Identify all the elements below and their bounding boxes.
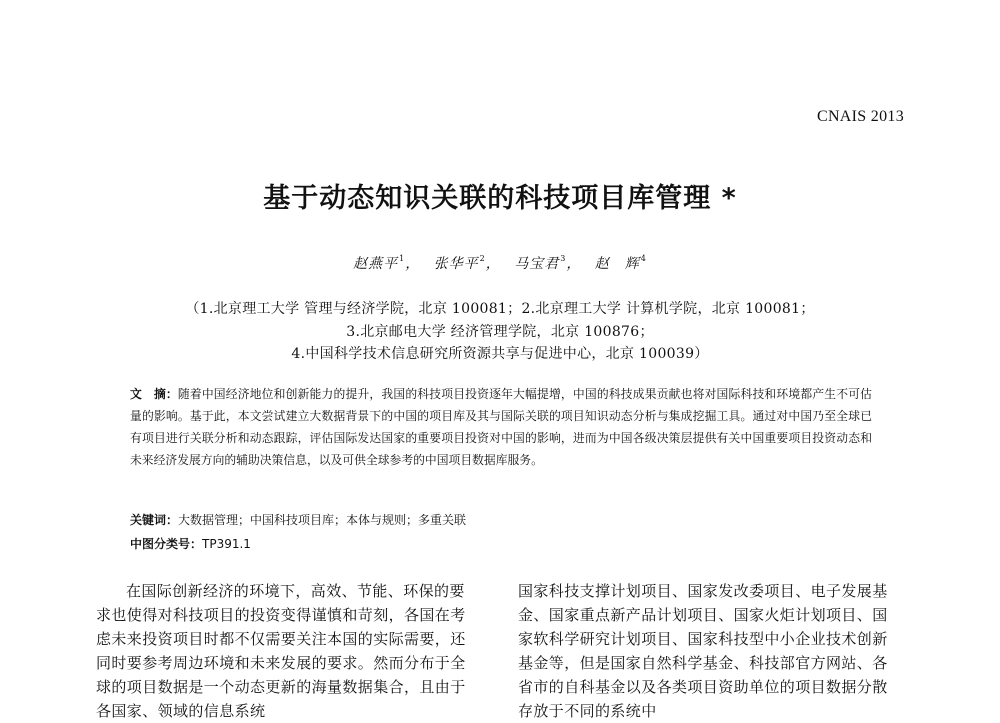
abstract-text: 随着中国经济地位和创新能力的提升，我国的科技项目投资逐年大幅提增，中国的科技成果贡献也将对国际科技和环境都产生不可估量的影响。基于此，本文尝试建立大数据背景下的中国的项目库及其与国际关联的项目知识动态分析与集成挖掘工具。通过对中国乃至全球已有项目进行关联分析和动态跟踪，评估国际发达国家的重要项目投资对中国的影响，进而为中国各级决策层提供有关中国重要项目投资动态和未来经济发展方向的辅助决策信息，以及可供全球参考的中国项目数据库服务。 [130,387,872,467]
author-name: 赵 辉 [594,256,640,272]
affiliation-line: 4.中国科学技术信息研究所资源共享与促进中心，北京 100039） [291,346,709,362]
author-separator: ， [566,256,582,272]
affiliation-line: （1.北京理工大学 管理与经济学院，北京 100081；2.北京理工大学 计算机学院，北京 100081； [185,301,815,317]
body-left-column: 在国际创新经济的环境下，高效、节能、环保的要求也使得对科技项目的投资变得谨慎和苛刻，各国在考虑未来投资项目时都不仅需要关注本国的实际需要，还同时要参考周边环境和未来发展的要求。然而分布于全球的项目数据是一个动态更新的海量数据集合，且由于各国家、领域的信息系统 [96,582,466,720]
classification-number [130,535,251,552]
header-conference-tag: CNAIS 2013 [816,108,904,125]
author-list [0,253,1000,273]
author-name: 张华平 [433,256,479,272]
keywords-label: 关键词： [130,513,179,527]
author-name: 赵燕平 [353,256,399,272]
keywords-text: 大数据管理；中国科技项目库；本体与规则；多重关联 [178,513,467,527]
author-affiliation-marker: 2 [479,254,486,263]
author-separator: ， [405,256,421,272]
author-affiliation-marker: 4 [640,254,647,263]
abstract [130,383,872,471]
author-affiliation-marker: 3 [560,254,567,263]
affiliation-line: 3.北京邮电大学 经济管理学院，北京 100876； [346,323,654,340]
author-name: 马宝君 [514,256,560,272]
classification-text: TP391.1 [202,537,251,551]
keywords [130,511,466,528]
body-right-column: 国家科技支撑计划项目、国家发改委项目、电子发展基金、国家重点新产品计划项目、国家火炬计划项目、国家软科学研究计划项目、国家科技型中小企业技术创新基金等，但是国家自然科学基金、科技部官方网站、各省市的自科基金以及各类项目资助单位的项目数据分散存放于不同的系统中 [518,582,888,720]
abstract-label: 文 摘： [130,387,178,401]
author-separator: ， [485,256,501,272]
author-affiliation-marker: 1 [399,254,406,263]
paper-title: 基于动态知识关联的科技项目库管理 * [263,183,737,214]
classification-label: 中图分类号： [130,537,203,551]
affiliations [100,298,900,366]
